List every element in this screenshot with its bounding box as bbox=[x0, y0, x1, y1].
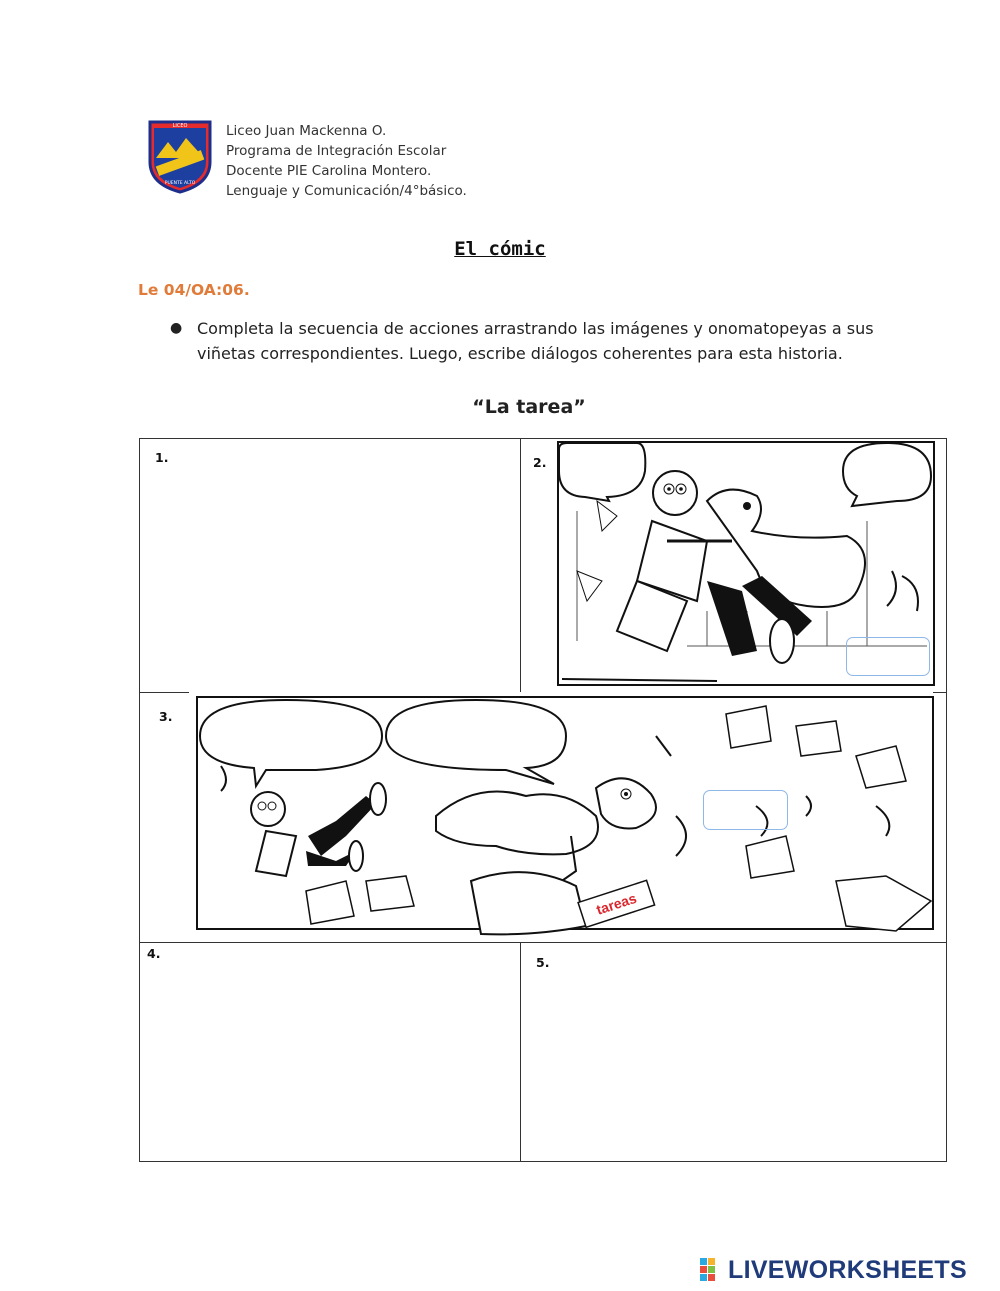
panel-number-3: 3. bbox=[159, 709, 173, 724]
divider bbox=[139, 692, 189, 693]
liveworksheets-watermark bbox=[700, 1256, 967, 1284]
school-crest-logo bbox=[146, 118, 214, 194]
program-name: Programa de Integración Escolar bbox=[226, 143, 447, 159]
school-name: Liceo Juan Mackenna O. bbox=[226, 123, 387, 139]
teacher-name: Docente PIE Carolina Montero. bbox=[226, 163, 432, 179]
page-title: El cómic bbox=[454, 238, 546, 260]
panel-number-2: 2. bbox=[533, 455, 547, 470]
instruction-line-1: Completa la secuencia de acciones arrastrando las imágenes y onomatopeyas a sus bbox=[197, 319, 874, 338]
svg-text:LICEO: LICEO bbox=[172, 123, 188, 129]
boy-head bbox=[653, 471, 697, 515]
bag-label: tareas bbox=[594, 889, 639, 918]
panel-number-4: 4. bbox=[147, 946, 161, 961]
svg-text:PUENTE ALTO: PUENTE ALTO bbox=[164, 181, 196, 186]
learning-objective: Le 04/OA:06. bbox=[138, 281, 250, 299]
bullet-icon: ● bbox=[170, 320, 183, 336]
boy-head bbox=[251, 792, 285, 826]
panel-number-5: 5. bbox=[536, 955, 550, 970]
divider bbox=[933, 692, 947, 693]
panel-4-drop-area[interactable] bbox=[140, 943, 520, 1161]
onomatopoeia-drop-zone-panel-3[interactable] bbox=[703, 790, 788, 830]
panel-number-1: 1. bbox=[155, 450, 169, 465]
panel-3-illustration bbox=[196, 696, 934, 938]
onomatopoeia-drop-zone-panel-2[interactable] bbox=[846, 637, 930, 676]
instruction-line-2: viñetas correspondientes. Luego, escribe diálogos coherentes para esta historia. bbox=[197, 344, 843, 363]
subject-name: Lenguaje y Comunicación/4°básico. bbox=[226, 183, 467, 199]
story-title: “La tarea” bbox=[472, 396, 586, 418]
divider bbox=[520, 438, 521, 692]
panel-1-drop-area[interactable] bbox=[140, 439, 520, 692]
liveworksheets-logo-icon bbox=[700, 1258, 724, 1282]
watermark-text: LIVEWORKSHEETS bbox=[728, 1255, 967, 1284]
speech-bubble-right bbox=[843, 443, 931, 506]
panel-5-drop-area[interactable] bbox=[521, 943, 946, 1161]
